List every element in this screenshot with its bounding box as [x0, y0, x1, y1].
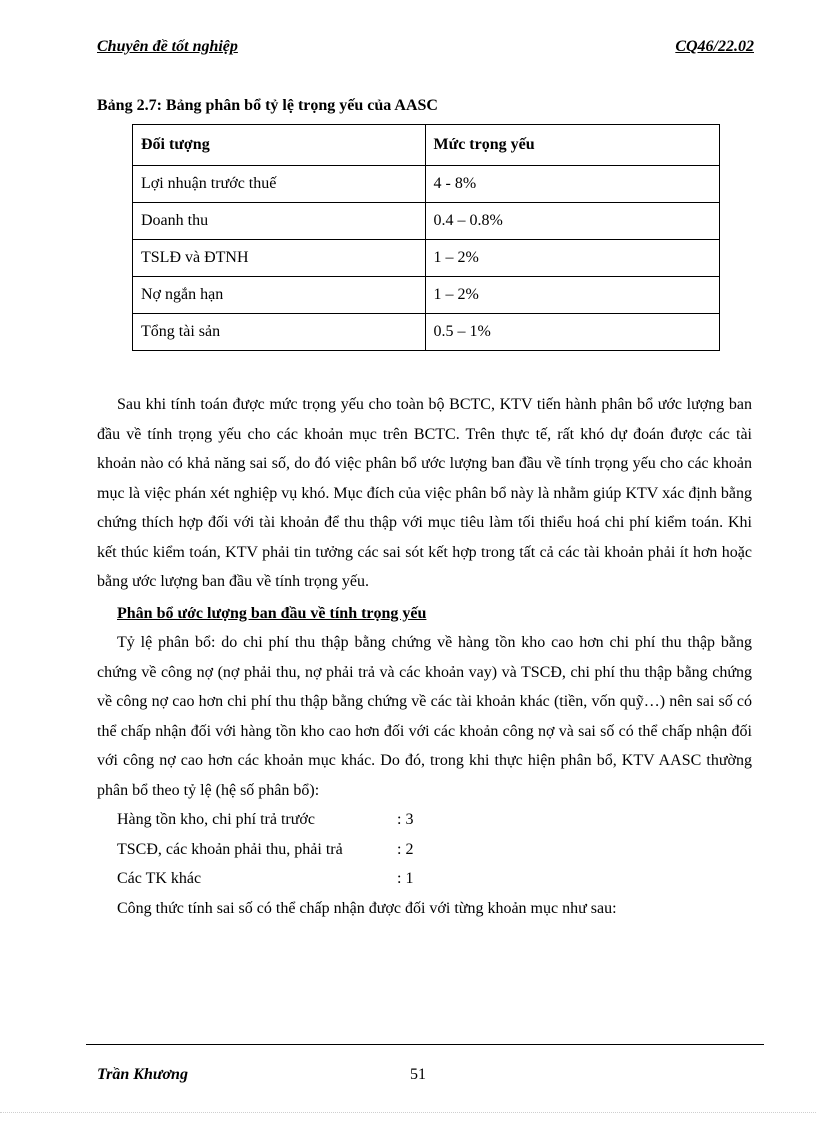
cell-object: Nợ ngắn hạn — [133, 277, 426, 314]
ratio-label: Hàng tồn kho, chi phí trả trước — [117, 811, 315, 828]
paragraph-formula-intro: Công thức tính sai số có thể chấp nhận được đối với từng khoản mục như sau: — [117, 899, 617, 917]
ratio-row — [97, 805, 752, 835]
cell-object: Doanh thu — [133, 203, 426, 240]
page-edge — [0, 1112, 816, 1113]
ratio-value: : 2 — [397, 840, 414, 858]
header-code: CQ46/22.02 — [675, 38, 754, 55]
ratio-value: : 3 — [397, 811, 414, 828]
cell-level: 0.4 – 0.8% — [425, 203, 720, 240]
materiality-table — [132, 124, 720, 351]
table-row — [133, 166, 720, 203]
cell-object: TSLĐ và ĐTNH — [133, 240, 426, 277]
body-text — [97, 390, 752, 923]
paragraph-allocation-ratio: Tỷ lệ phân bổ: do chi phí thu thập bằng chứng về hàng tồn kho cao hơn chi phí thu thập bằng chứng về công nợ (nợ phải thu, nợ phải trả và các khoản vay) và TSCĐ, chi phí thu thập bằng chứng về công nợ cao hơn chi phí thu thập bằng chứng về các tài khoản khác (tiền, vốn quỹ…) nên sai số có thể chấp nhận đối với hàng tồn kho cao hơn đối với các khoản công nợ và sai số có thể chấp nhận đối với công nợ cao hơn các khoản mục khác. Do đó, trong khi thực hiện phân bổ, KTV AASC thường phân bổ theo tỷ lệ (hệ số phân bổ): — [97, 634, 752, 799]
ratio-label: TSCĐ, các khoản phải thu, phải trả — [117, 840, 343, 858]
cell-level: 0.5 – 1% — [425, 314, 720, 351]
table-caption: Bảng 2.7: Bảng phân bổ tỷ lệ trọng yếu của AASC — [97, 97, 438, 114]
table-row — [133, 203, 720, 240]
section-heading: Phân bổ ước lượng ban đầu về tính trọng yếu — [117, 604, 427, 622]
ratio-row — [97, 864, 752, 894]
cell-level: 1 – 2% — [425, 277, 720, 314]
cell-object: Tổng tài sản — [133, 314, 426, 351]
paragraph-allocation-intro: Sau khi tính toán được mức trọng yếu cho toàn bộ BCTC, KTV tiến hành phân bổ ước lượng ban đầu về tính trọng yếu cho các khoản mục trên BCTC. Trên thực tế, rất khó dự đoán được các tài khoản nào có khả năng sai số, do đó việc phân bổ ước lượng ban đầu về tính trọng yếu cho các khoản mục là việc phán xét nghiệp vụ khó. Mục đích của việc phân bổ này là nhằm giúp KTV xác định bằng chứng thích hợp đối với tài khoản để thu thập với mục tiêu làm tối thiểu hoá chi phí kiểm toán. Khi kết thúc kiểm toán, KTV phải tin tưởng các sai sót kết hợp trong tất cả các tài khoản phải ít hơn hoặc bằng ước lượng ban đầu về tính trọng yếu. — [97, 396, 752, 590]
table-row — [133, 314, 720, 351]
ratio-row — [97, 835, 752, 865]
page-number: 51 — [410, 1066, 426, 1083]
footer-divider — [86, 1044, 764, 1045]
column-header-object: Đối tượng — [133, 125, 426, 166]
column-header-level: Mức trọng yếu — [425, 125, 720, 166]
table-row — [133, 240, 720, 277]
cell-object: Lợi nhuận trước thuế — [133, 166, 426, 203]
footer-author: Trần Khương — [97, 1066, 188, 1083]
table-header-row — [133, 125, 720, 166]
ratio-value: : 1 — [397, 870, 414, 887]
ratio-label: Các TK khác — [117, 870, 202, 887]
cell-level: 4 - 8% — [425, 166, 720, 203]
table-row — [133, 277, 720, 314]
cell-level: 1 – 2% — [425, 240, 720, 277]
header-title: Chuyên đề tốt nghiệp — [97, 38, 238, 55]
